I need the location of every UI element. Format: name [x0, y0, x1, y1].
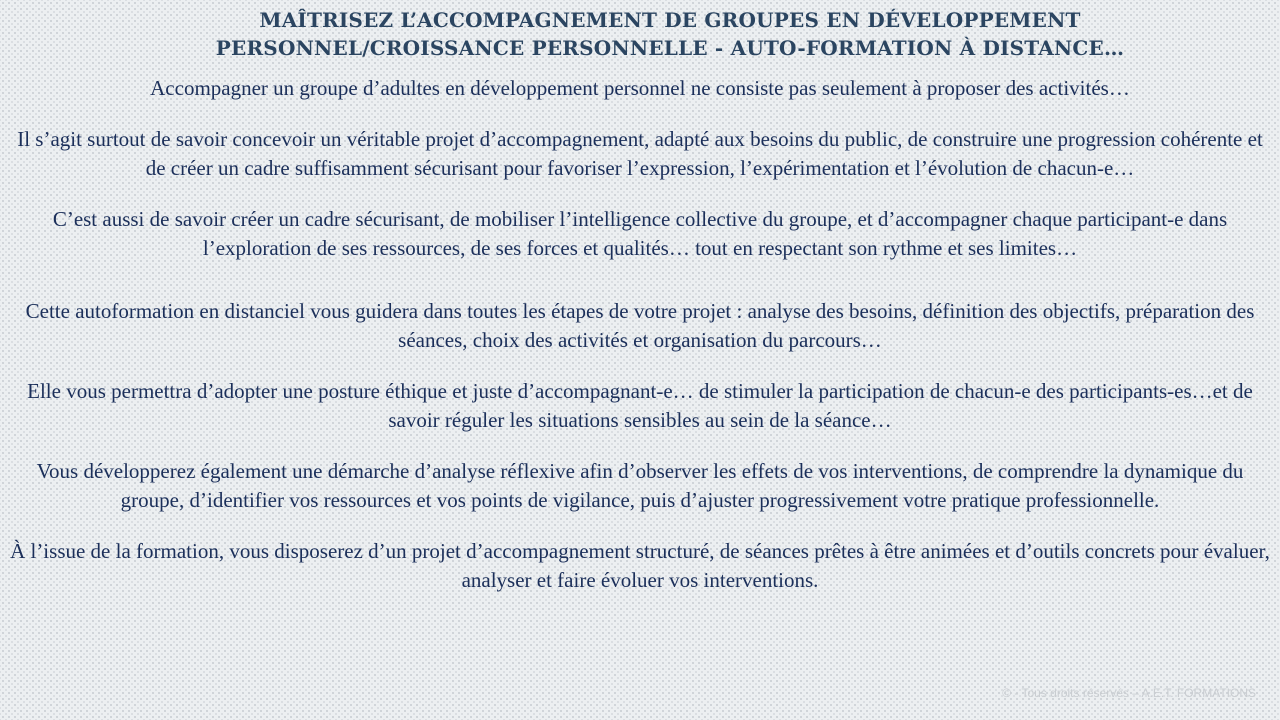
framework-paragraph: C’est aussi de savoir créer un cadre sécurisant, de mobiliser l’intelligence collective du groupe, et d’accompagner chaque participant-e dans l’exploration de ses ressources, de ses forces et qualités… tout en respectant son rythme et ses limites…	[52, 207, 1228, 260]
page-title-line-1: MAÎTRISEZ L’ACCOMPAGNEMENT DE GROUPES EN DÉVELOPPEMENT	[259, 8, 1081, 32]
project-paragraph: Il s’agit surtout de savoir concevoir un véritable projet d’accompagnement, adapté aux besoins du public, de construire une progression cohérente et de créer un cadre suffisamment sécurisant pour favoriser l’expression, l’expérimentation et l’évolution de chacun-e…	[17, 127, 1263, 180]
intro-paragraph: Accompagner un groupe d’adultes en développement personnel ne consiste pas seulement à proposer des activités…	[150, 76, 1130, 100]
reflexive-paragraph: Vous développerez également une démarche d’analyse réflexive afin d’observer les effets de vos interventions, de comprendre la dynamique du groupe, d’identifier vos ressources et vos points de vigilance, puis d’ajuster progressivement votre pratique professionnelle.	[36, 459, 1244, 512]
outcome-paragraph: À l’issue de la formation, vous disposerez d’un projet d’accompagnement structuré, de séances prêtes à être animées et d’outils concrets pour évaluer, analyser et faire évoluer vos interventions.	[10, 539, 1270, 592]
page-title	[160, 6, 1180, 62]
autoformation-paragraph: Cette autoformation en distanciel vous guidera dans toutes les étapes de votre projet : analyse des besoins, définition des objectifs, préparation des séances, choix des activités et organisation du parcours…	[25, 299, 1255, 352]
copyright-footer: © - Tous droits réservés – A.E.T. FORMATIONS	[1002, 686, 1256, 700]
body-text	[10, 74, 1270, 617]
posture-paragraph: Elle vous permettra d’adopter une posture éthique et juste d’accompagnant-e… de stimuler la participation de chacun-e des participants-es…et de savoir réguler les situations sensibles au sein de la séance…	[27, 379, 1253, 432]
page-title-line-2: PERSONNEL/CROISSANCE PERSONNELLE - AUTO-FORMATION À DISTANCE…	[215, 36, 1125, 60]
